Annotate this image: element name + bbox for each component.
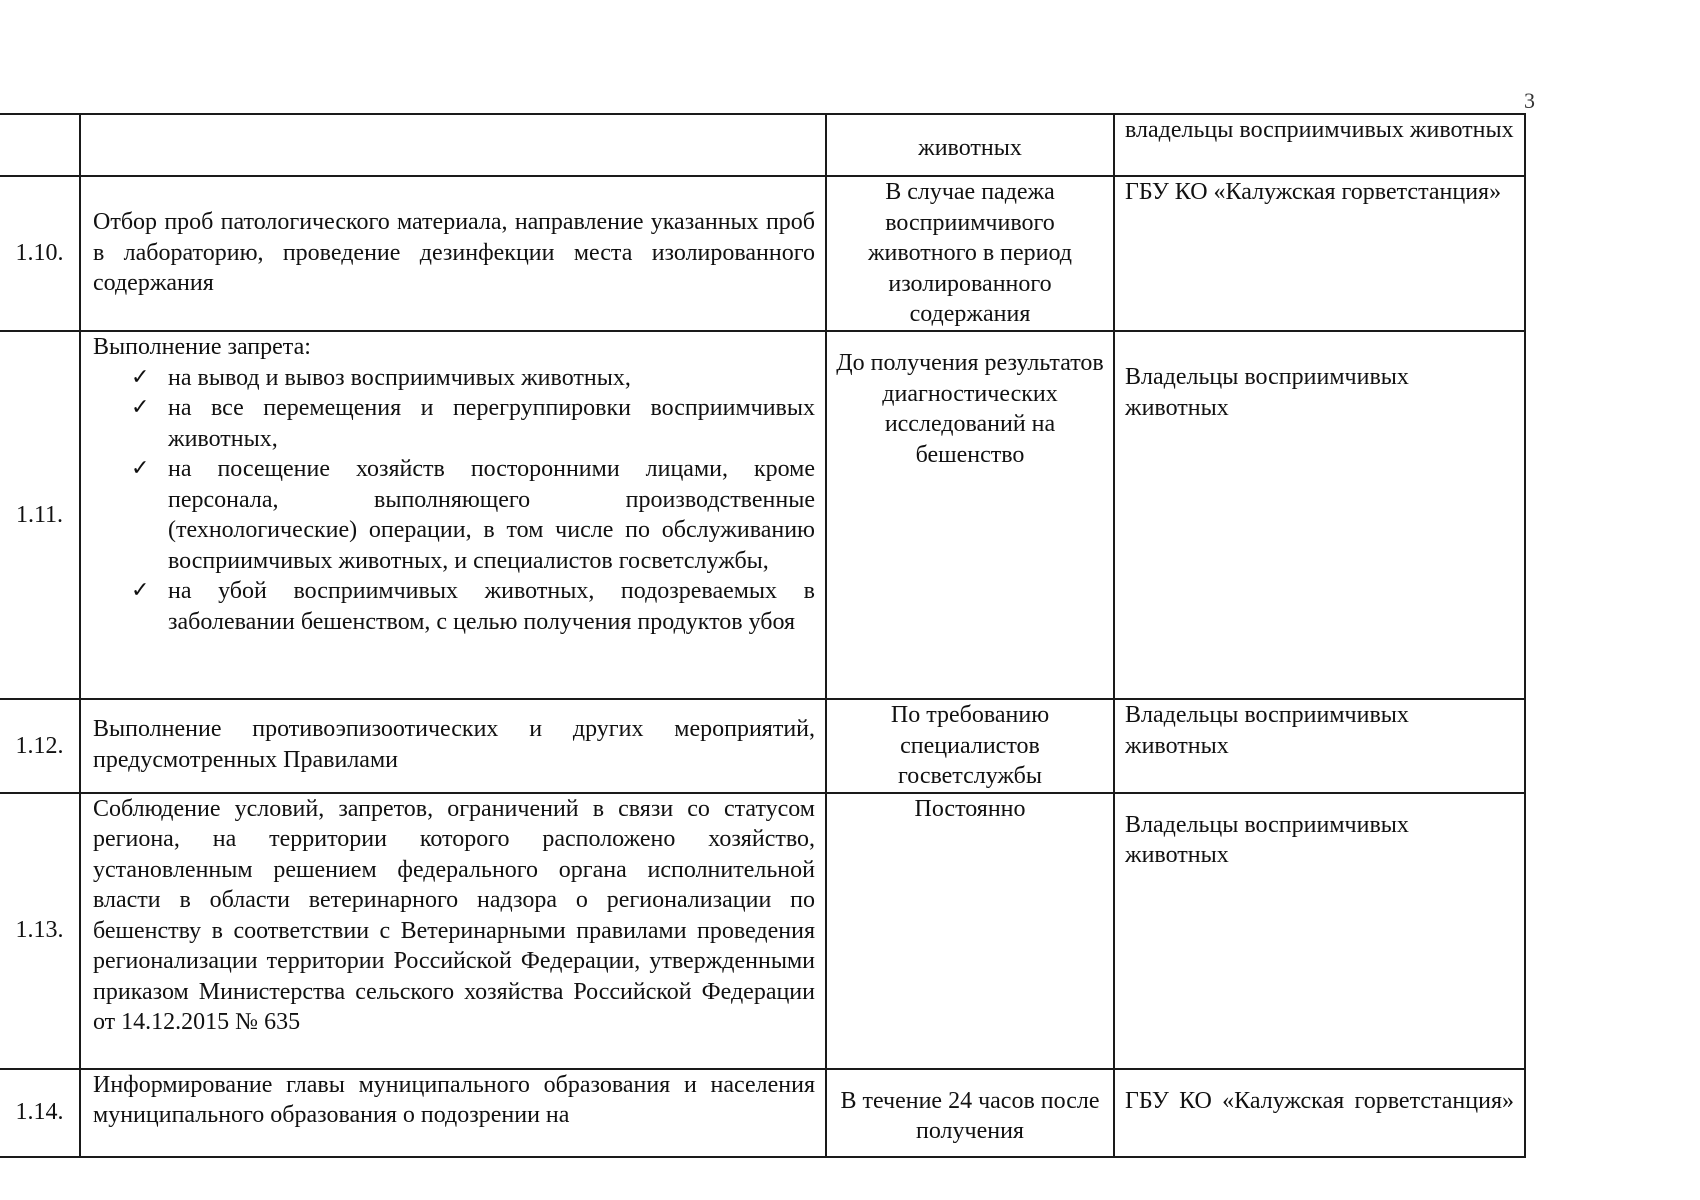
prohibition-list [93,363,815,638]
term-cell: В случае падежа восприимчивого животного в период изолированного содержания [826,176,1114,331]
term-text: животных [918,135,1022,161]
checkmark-icon: ✓ [131,364,150,390]
term-cell [826,1069,1114,1157]
table-row-1-10 [0,176,1525,331]
row-number [0,114,80,176]
table-row-1-12 [0,699,1525,793]
responsible-cell: ГБУ КО «Калужская горветстанция» [1114,176,1525,331]
checkmark-icon: ✓ [131,395,150,420]
measure-text: Отбор проб патологического материала, направление указанных проб в лабораторию, проведение дезинфекции места изолированного содержания [93,209,815,296]
table-row-1-11 [0,331,1525,699]
page-number: 3 [1524,88,1535,113]
term-text: До получения результатов диагностических исследований на бешенство [836,350,1104,468]
measure-cell [80,114,826,176]
measure-title: Выполнение запрета: [93,334,311,360]
row-number: 1.10. [0,176,80,331]
list-item [93,393,815,454]
term-cell: По требованию специалистов госветслужбы [826,699,1114,793]
table-row-continuation [0,114,1525,176]
row-number: 1.14. [0,1069,80,1157]
row-number: 1.11. [0,331,80,699]
list-item-text: на вывод и вывоз восприимчивых животных, [168,364,631,391]
row-number: 1.13. [0,793,80,1069]
list-item-text: на посещение хозяйств посторонними лицами, кроме персонала, выполняющего производственные (технологические) операции, в том числе по обслуживанию восприимчивых животных, и специалистов госветслужбы, [168,456,815,574]
list-item [93,576,815,637]
measure-cell: Соблюдение условий, запретов, ограничений в связи со статусом региона, на территории которого расположено хозяйство, установленным решением федерального органа исполнительной власти в области ветеринарного надзора о регионализации по бешенству в соответствии с Ветеринарными правилами проведения регионализации территории Российской Федерации, утвержденными приказом Министерства сельского хозяйства Российской Федерации от 14.12.2015 № 635 [80,793,826,1069]
row-number: 1.12. [0,699,80,793]
measure-cell [80,699,826,793]
term-text: В течение 24 часов после получения [840,1087,1100,1144]
list-item-text: на все перемещения и перегруппировки восприимчивых животных, [168,395,815,452]
measure-cell [80,331,826,699]
checkmark-icon: ✓ [131,456,150,481]
measures-table [0,113,1526,1158]
term-cell [826,114,1114,176]
table-row-1-14 [0,1069,1525,1157]
responsible-cell [1114,331,1525,699]
list-item [93,363,815,394]
list-item [93,454,815,576]
checkmark-icon: ✓ [131,578,150,603]
measure-cell [80,176,826,331]
responsible-cell [1114,1069,1525,1157]
responsible-cell: Владельцы восприимчивых животных [1114,699,1525,793]
responsible-cell [1114,793,1525,1069]
list-item-text: на убой восприимчивых животных, подозреваемых в заболевании бешенством, с целью получения продуктов убоя [168,578,815,635]
term-cell: Постоянно [826,793,1114,1069]
responsible-text: ГБУ КО «Калужская горветстанция» [1125,1087,1514,1114]
table-row-1-13 [0,793,1525,1069]
measure-cell: Информирование главы муниципального образования и населения муниципального образования о подозрении на [80,1069,826,1157]
responsible-cell: владельцы восприимчивых животных [1114,114,1525,176]
responsible-text: Владельцы восприимчивых животных [1125,364,1409,421]
term-cell [826,331,1114,699]
responsible-text: Владельцы восприимчивых животных [1125,811,1409,868]
measure-text: Выполнение противоэпизоотических и других мероприятий, предусмотренных Правилами [93,716,815,773]
